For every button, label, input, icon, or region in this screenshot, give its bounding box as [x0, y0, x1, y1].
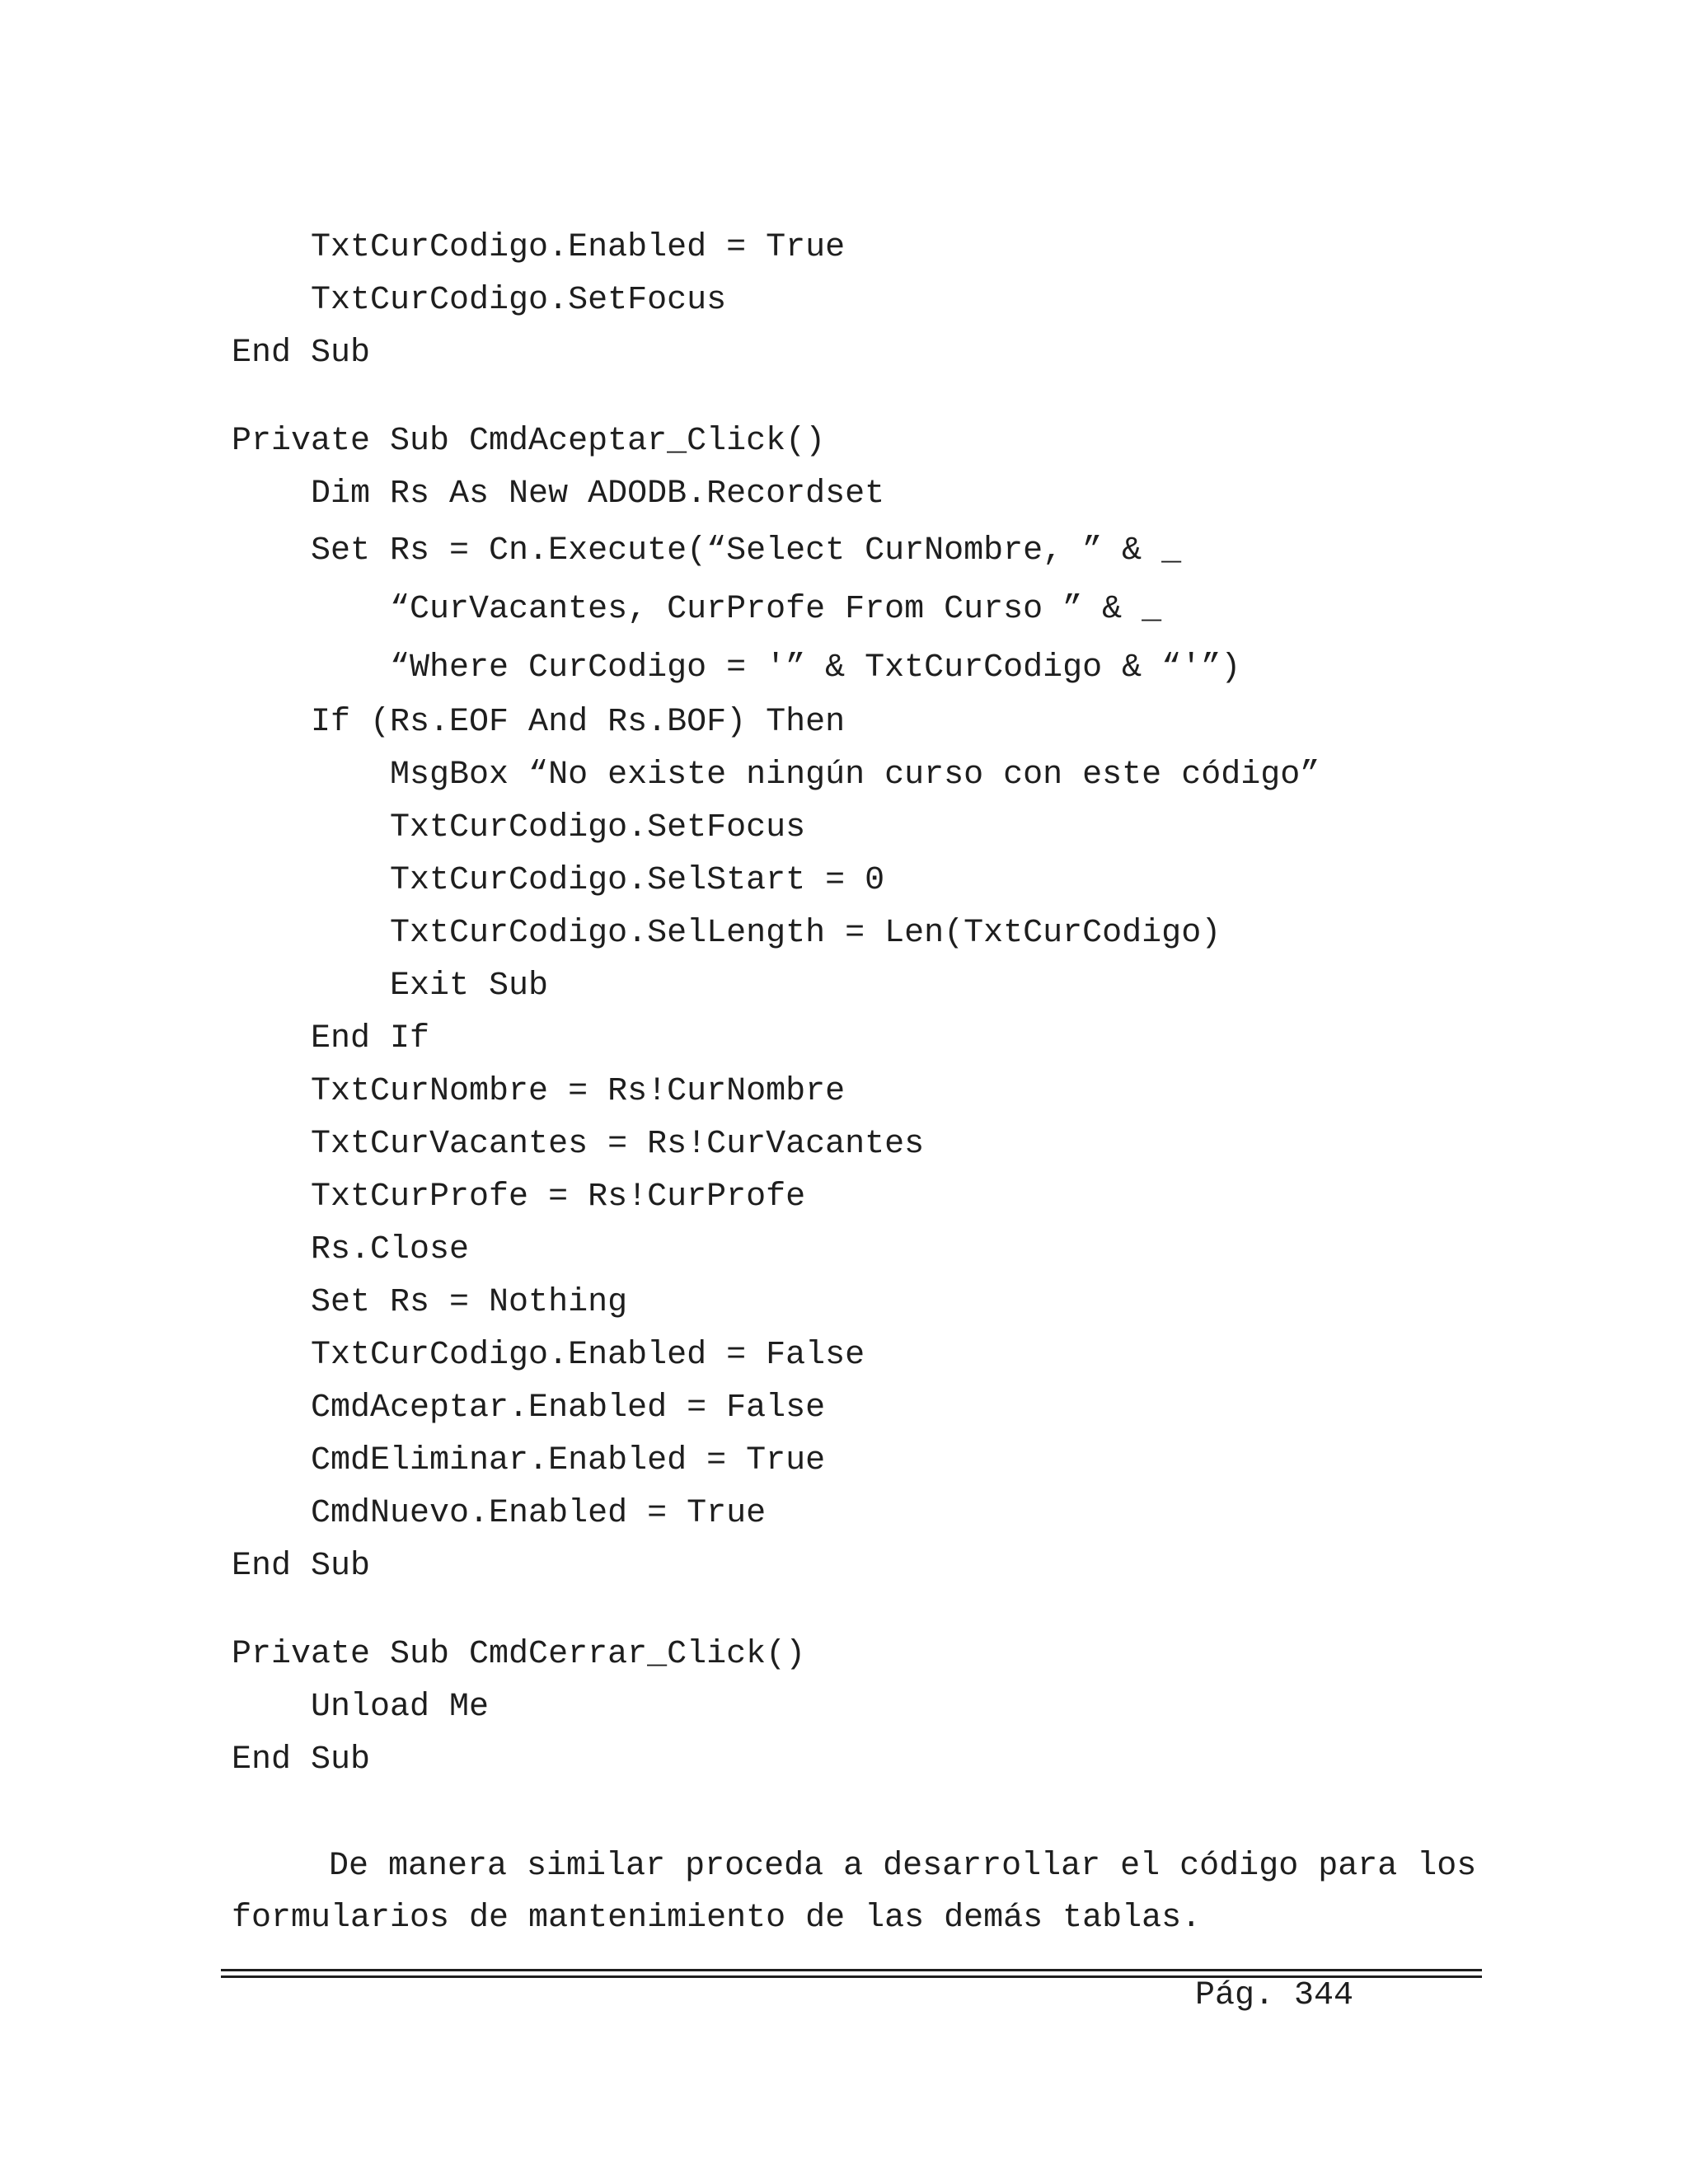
code-line: End If — [232, 1020, 430, 1057]
code-line: TxtCurNombre = Rs!CurNombre — [232, 1073, 846, 1110]
page-number: Pág. 344 — [1195, 1977, 1354, 2014]
footer-rule-top — [221, 1969, 1482, 1971]
code-line: Set Rs = Nothing — [232, 1284, 628, 1321]
code-line: CmdAceptar.Enabled = False — [232, 1390, 826, 1427]
paragraph-line: formularios de mantenimiento de las demás tablas. — [232, 1900, 1202, 1937]
code-line: TxtCurCodigo.SetFocus — [232, 282, 727, 319]
code-line: End Sub — [232, 335, 371, 372]
code-line: TxtCurCodigo.SetFocus — [232, 809, 806, 846]
code-line: If (Rs.EOF And Rs.BOF) Then — [232, 704, 846, 741]
paragraph-line: De manera similar proceda a desarrollar el código para los — [309, 1848, 1477, 1885]
code-line: TxtCurCodigo.SelStart = 0 — [232, 862, 885, 899]
code-line: CmdEliminar.Enabled = True — [232, 1442, 826, 1479]
code-line: CmdNuevo.Enabled = True — [232, 1495, 767, 1532]
code-line: Private Sub CmdCerrar_Click() — [232, 1636, 806, 1673]
code-line: TxtCurCodigo.Enabled = True — [232, 229, 846, 266]
code-line: End Sub — [232, 1548, 371, 1585]
code-line: TxtCurVacantes = Rs!CurVacantes — [232, 1126, 925, 1163]
code-line: Unload Me — [232, 1689, 490, 1726]
code-line: End Sub — [232, 1741, 371, 1779]
code-line: TxtCurProfe = Rs!CurProfe — [232, 1179, 806, 1216]
code-line: Rs.Close — [232, 1231, 470, 1268]
code-line: TxtCurCodigo.Enabled = False — [232, 1337, 865, 1374]
code-line: Dim Rs As New ADODB.Recordset — [232, 476, 885, 513]
code-line: “Where CurCodigo = '” & TxtCurCodigo & “'”) — [232, 649, 1241, 687]
code-line: MsgBox “No existe ningún curso con este código” — [232, 757, 1320, 794]
code-line: Set Rs = Cn.Execute(“Select CurNombre, ” & _ — [232, 532, 1182, 569]
code-line: “CurVacantes, CurProfe From Curso ” & _ — [232, 591, 1162, 628]
code-line: TxtCurCodigo.SelLength = Len(TxtCurCodigo) — [232, 915, 1221, 952]
code-line: Private Sub CmdAceptar_Click() — [232, 423, 826, 460]
code-line: Exit Sub — [232, 968, 549, 1005]
